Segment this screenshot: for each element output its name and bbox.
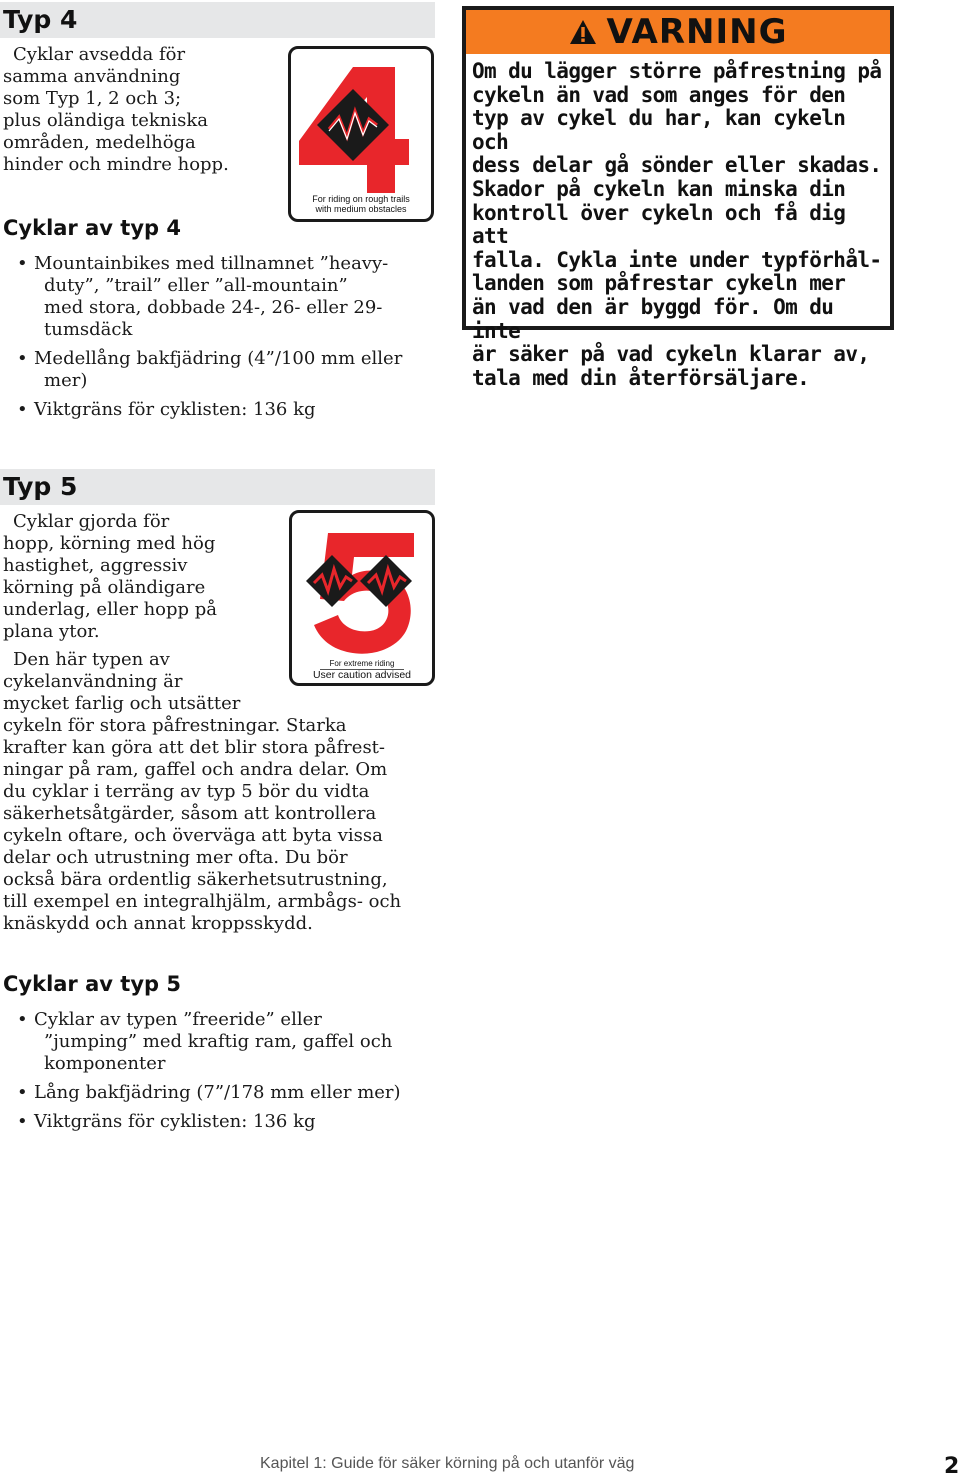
warning-line: Om du lägger större påfrestning på	[472, 59, 882, 83]
bullet-line: duty”, ”trail” eller ”all-mountain”	[44, 275, 348, 296]
para-line: Den här typen av	[13, 649, 170, 670]
warning-line: falla. Cykla inte under typförhål-	[472, 247, 882, 272]
list-item	[3, 1082, 443, 1104]
warning-triangle-icon	[569, 19, 597, 45]
intro-line: hastighet, aggressiv	[3, 555, 188, 576]
para-line: cykelanvändning är	[3, 671, 183, 692]
typ4-bullet-list	[3, 253, 433, 428]
typ4-subhead: Cyklar av typ 4	[3, 216, 181, 240]
warning-line: är säker på vad cykeln klarar av,	[472, 342, 870, 367]
warning-text	[466, 54, 890, 390]
warning-title: VARNING	[606, 12, 788, 52]
typ4-header: Typ 4	[0, 2, 435, 38]
para-line: delar och utrustning mer ofta. Du bör	[3, 847, 348, 868]
logo-caption-line: with medium obstacles	[315, 204, 407, 214]
para-line: till exempel en integralhjälm, armbågs- och	[3, 891, 402, 912]
typ4-intro	[3, 44, 273, 176]
intro-line: underlag, eller hopp på	[3, 599, 218, 620]
logo-caption-line: For extreme riding	[329, 659, 395, 668]
para-line: säkerhetsåtgärder, såsom att kontrollera	[3, 803, 377, 824]
intro-line: körning på oländigare	[3, 577, 206, 598]
warning-line: Skador på cykeln kan minska din	[472, 176, 846, 201]
bullet-line: • Medellång bakfjädring (4”/100 mm eller	[34, 348, 403, 369]
logo-caption	[291, 194, 431, 214]
intro-line: hinder och mindre hopp.	[3, 154, 229, 175]
bullet-line: komponenter	[44, 1053, 166, 1074]
para-line: ningar på ram, gaffel och andra delar. Om	[3, 759, 388, 780]
warning-box	[462, 6, 894, 390]
intro-line: områden, medelhöga	[3, 132, 196, 153]
logo-caption	[292, 659, 432, 682]
bullet-line: • Cyklar av typen ”freeride” eller	[34, 1009, 322, 1030]
para-line: du cyklar i terräng av typ 5 bör du vidta	[3, 781, 370, 802]
list-item	[3, 348, 433, 392]
bullet-line: • Lång bakfjädring (7”/178 mm eller mer)	[34, 1082, 401, 1103]
warning-line: typ av cykel du har, kan cykeln och	[472, 106, 846, 154]
page-number: 2	[944, 1454, 960, 1479]
intro-line: plus oländiga tekniska	[3, 110, 209, 131]
typ5-header: Typ 5	[0, 469, 435, 505]
para-line: knäskydd och annat kroppsskydd.	[3, 913, 313, 934]
warning-line: dess delar gå sönder eller skadas.	[472, 153, 882, 178]
warning-header	[466, 10, 890, 54]
typ5-subhead: Cyklar av typ 5	[3, 972, 181, 996]
numeral-five-diamonds-icon	[292, 517, 432, 665]
intro-line: Cyklar gjorda för	[13, 511, 170, 532]
list-item	[3, 1009, 443, 1075]
intro-line: Cyklar avsedda för	[13, 44, 186, 65]
warning-line: landen som påfrestar cykeln mer	[472, 271, 846, 296]
para-line: cykeln oftare, och överväga att byta vissa	[3, 825, 383, 846]
bullet-line: • Mountainbikes med tillnamnet ”heavy-	[34, 253, 389, 274]
para-line: mycket farlig och utsätter	[3, 693, 241, 714]
warning-line: än vad den är byggd för. Om du inte	[472, 294, 834, 343]
list-item	[3, 399, 433, 421]
footer-chapter: Kapitel 1: Guide för säker körning på och utanför väg	[260, 1455, 635, 1472]
typ5-bullet-list	[3, 1009, 443, 1140]
typ5-rating-logo	[289, 510, 435, 686]
intro-line: hopp, körning med hög	[3, 533, 216, 554]
logo-caption-line: For riding on rough trails	[312, 194, 410, 204]
list-item	[3, 1111, 443, 1133]
intro-line: som Typ 1, 2 och 3;	[3, 88, 182, 109]
para-line: också bära ordentlig säkerhetsutrustning,	[3, 869, 388, 890]
para-line: cykeln för stora påfrestningar. Starka	[3, 715, 347, 736]
list-item	[3, 253, 433, 341]
para-line: krafter kan göra att det blir stora påfrest-	[3, 737, 385, 758]
bullet-line: • Viktgräns för cyklisten: 136 kg	[34, 1111, 316, 1132]
bullet-line: ”jumping” med kraftig ram, gaffel och	[44, 1031, 393, 1052]
intro-line: samma användning	[3, 66, 181, 87]
numeral-four-diamond-icon	[291, 53, 431, 193]
bullet-line: mer)	[44, 370, 88, 391]
intro-line: plana ytor.	[3, 621, 100, 642]
typ4-rating-logo	[288, 46, 434, 222]
bullet-line: med stora, dobbade 24-, 26- eller 29-	[44, 297, 383, 318]
bullet-line: • Viktgräns för cyklisten: 136 kg	[34, 399, 316, 420]
warning-line: kontroll över cykeln och få dig att	[472, 200, 846, 249]
warning-line: tala med din återförsäljare.	[472, 365, 810, 390]
bullet-line: tumsdäck	[44, 319, 133, 340]
logo-caption-line: User caution advised	[312, 669, 412, 681]
warning-line: cykeln än vad som anges för den	[472, 82, 846, 107]
